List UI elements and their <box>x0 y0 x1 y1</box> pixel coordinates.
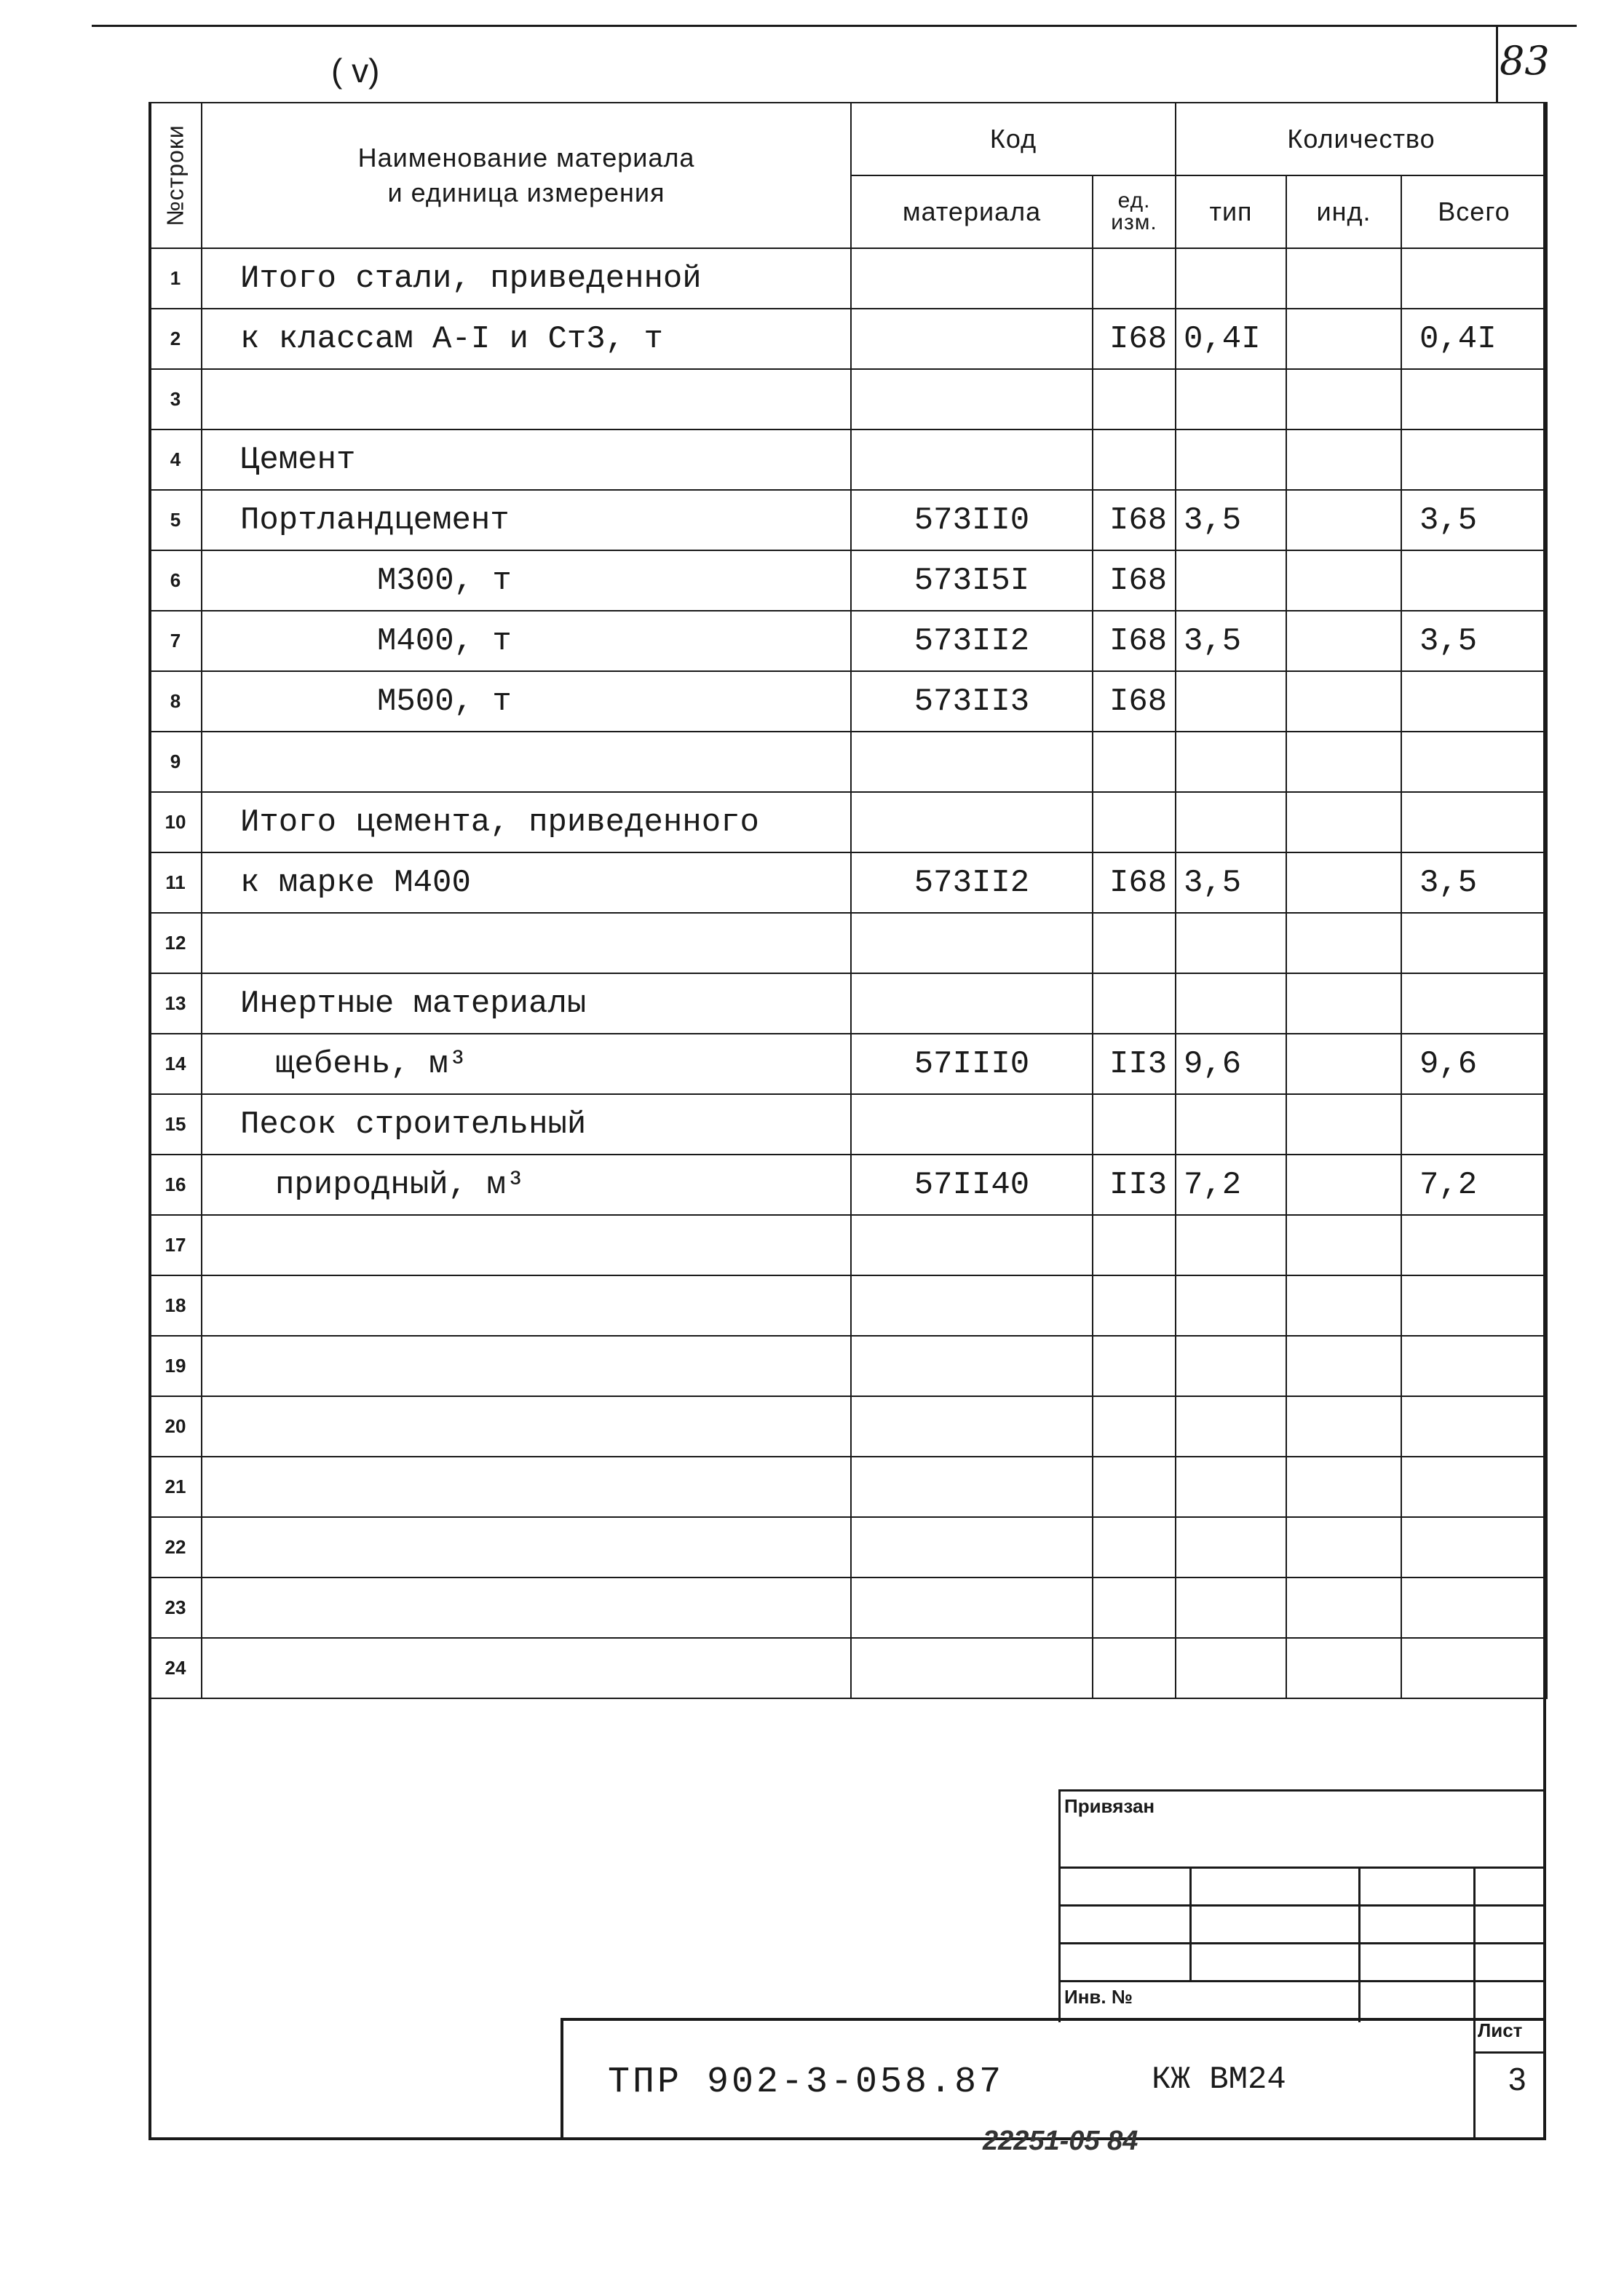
material-name: М300, т <box>202 550 851 611</box>
quantity-type <box>1176 1094 1286 1155</box>
row-number: 21 <box>149 1457 202 1517</box>
quantity-ind <box>1286 1215 1401 1275</box>
material-code <box>851 913 1093 973</box>
material-code: 573II0 <box>851 490 1093 550</box>
material-name: Инертные материалы <box>202 973 851 1034</box>
attached-label: Привязан <box>1064 1795 1155 1817</box>
table-row <box>149 248 1547 309</box>
materials-table <box>148 102 1548 1699</box>
quantity-ind <box>1286 550 1401 611</box>
unit-code: I68 <box>1093 490 1176 550</box>
table-row <box>149 1457 1547 1517</box>
unit-code: I68 <box>1093 309 1176 369</box>
material-name: Цемент <box>202 429 851 490</box>
header-name: Наименование материала и единица измерения <box>202 103 851 248</box>
header-row-number: №строки <box>149 103 202 248</box>
material-name: щебень, м³ <box>202 1034 851 1094</box>
quantity-total <box>1401 550 1547 611</box>
quantity-ind <box>1286 1155 1401 1215</box>
title-block-top <box>561 2018 1546 2021</box>
unit-code: I68 <box>1093 852 1176 913</box>
row-number: 16 <box>149 1155 202 1215</box>
material-code: 57III0 <box>851 1034 1093 1094</box>
table-row <box>149 1155 1547 1215</box>
header-qty-ind: инд. <box>1286 175 1401 248</box>
material-name <box>202 1336 851 1396</box>
quantity-type <box>1176 1396 1286 1457</box>
row-number: 22 <box>149 1517 202 1577</box>
table-row <box>149 852 1547 913</box>
material-code <box>851 973 1093 1034</box>
quantity-type: 0,4I <box>1176 309 1286 369</box>
quantity-total: 9,6 <box>1401 1034 1547 1094</box>
quantity-type: 3,5 <box>1176 611 1286 671</box>
unit-code <box>1093 1275 1176 1336</box>
quantity-type <box>1176 1336 1286 1396</box>
quantity-total <box>1401 369 1547 429</box>
row-number: 15 <box>149 1094 202 1155</box>
quantity-total <box>1401 1275 1547 1336</box>
unit-code <box>1093 1517 1176 1577</box>
quantity-type <box>1176 369 1286 429</box>
table-row <box>149 369 1547 429</box>
document-code: ТПР 902-3-058.87 <box>608 2062 1005 2103</box>
table-row <box>149 1517 1547 1577</box>
sheet-label-rule <box>1473 2051 1546 2054</box>
material-name <box>202 732 851 792</box>
material-name <box>202 1457 851 1517</box>
table-row <box>149 1034 1547 1094</box>
table-row <box>149 1094 1547 1155</box>
quantity-total: 0,4I <box>1401 309 1547 369</box>
page-number-frame <box>1496 25 1498 102</box>
material-name <box>202 1638 851 1698</box>
unit-code: I68 <box>1093 550 1176 611</box>
table-row <box>149 1336 1547 1396</box>
quantity-ind <box>1286 973 1401 1034</box>
quantity-total: 3,5 <box>1401 490 1547 550</box>
variant-mark: ( v) <box>331 52 380 90</box>
quantity-total <box>1401 1457 1547 1517</box>
header-code-unit: ед. изм. <box>1093 175 1176 248</box>
table-row <box>149 792 1547 852</box>
row-number: 3 <box>149 369 202 429</box>
quantity-ind <box>1286 732 1401 792</box>
quantity-type <box>1176 1577 1286 1638</box>
table-row <box>149 1577 1547 1638</box>
material-code <box>851 1275 1093 1336</box>
quantity-total <box>1401 1336 1547 1396</box>
table-row <box>149 309 1547 369</box>
quantity-type <box>1176 1638 1286 1698</box>
quantity-ind <box>1286 611 1401 671</box>
quantity-total <box>1401 1215 1547 1275</box>
unit-code <box>1093 1336 1176 1396</box>
unit-code <box>1093 429 1176 490</box>
row-number: 2 <box>149 309 202 369</box>
row-number: 24 <box>149 1638 202 1698</box>
header-qty-type: тип <box>1176 175 1286 248</box>
row-number: 13 <box>149 973 202 1034</box>
quantity-type: 7,2 <box>1176 1155 1286 1215</box>
unit-code: II3 <box>1093 1155 1176 1215</box>
unit-code <box>1093 1094 1176 1155</box>
row-number: 8 <box>149 671 202 732</box>
quantity-ind <box>1286 792 1401 852</box>
table-row <box>149 1215 1547 1275</box>
header-code-material: материала <box>851 175 1093 248</box>
table-row <box>149 1638 1547 1698</box>
quantity-total <box>1401 429 1547 490</box>
row-number: 19 <box>149 1336 202 1396</box>
header-quantity-group: Количество <box>1176 103 1547 175</box>
quantity-total <box>1401 1094 1547 1155</box>
material-code <box>851 792 1093 852</box>
material-name <box>202 913 851 973</box>
material-code: 57II40 <box>851 1155 1093 1215</box>
unit-code <box>1093 1215 1176 1275</box>
material-name <box>202 1517 851 1577</box>
quantity-type: 3,5 <box>1176 490 1286 550</box>
quantity-type <box>1176 671 1286 732</box>
quantity-type <box>1176 429 1286 490</box>
quantity-total: 3,5 <box>1401 852 1547 913</box>
quantity-type <box>1176 1215 1286 1275</box>
top-rule <box>92 25 1577 27</box>
stamp-col-2 <box>1358 1867 1361 2022</box>
header-qty-total: Всего <box>1401 175 1547 248</box>
material-name: природный, м³ <box>202 1155 851 1215</box>
quantity-type <box>1176 1457 1286 1517</box>
header-code-group: Код <box>851 103 1176 175</box>
quantity-ind <box>1286 1517 1401 1577</box>
quantity-type <box>1176 1517 1286 1577</box>
quantity-ind <box>1286 1457 1401 1517</box>
quantity-ind <box>1286 490 1401 550</box>
material-code <box>851 1396 1093 1457</box>
table-row <box>149 1275 1547 1336</box>
table-row <box>149 490 1547 550</box>
row-number: 18 <box>149 1275 202 1336</box>
quantity-ind <box>1286 369 1401 429</box>
material-code: 573I5I <box>851 550 1093 611</box>
table-row <box>149 1396 1547 1457</box>
quantity-type <box>1176 913 1286 973</box>
quantity-type <box>1176 973 1286 1034</box>
quantity-type <box>1176 1275 1286 1336</box>
quantity-total: 3,5 <box>1401 611 1547 671</box>
row-number: 6 <box>149 550 202 611</box>
quantity-ind <box>1286 309 1401 369</box>
material-name <box>202 1275 851 1336</box>
table-row <box>149 973 1547 1034</box>
row-number: 12 <box>149 913 202 973</box>
row-number: 1 <box>149 248 202 309</box>
quantity-ind <box>1286 1336 1401 1396</box>
archive-number: 22251-05 84 <box>983 2126 1138 2156</box>
quantity-type: 3,5 <box>1176 852 1286 913</box>
material-name: к марке М400 <box>202 852 851 913</box>
quantity-total <box>1401 732 1547 792</box>
row-number: 17 <box>149 1215 202 1275</box>
quantity-ind <box>1286 1275 1401 1336</box>
table-row <box>149 429 1547 490</box>
material-name: Итого стали, приведенной <box>202 248 851 309</box>
stamp-col-3 <box>1473 1867 1476 2022</box>
material-code <box>851 1336 1093 1396</box>
material-name <box>202 369 851 429</box>
table-row <box>149 732 1547 792</box>
material-name: М400, т <box>202 611 851 671</box>
material-code <box>851 1457 1093 1517</box>
material-code <box>851 1094 1093 1155</box>
quantity-total <box>1401 1517 1547 1577</box>
material-name: М500, т <box>202 671 851 732</box>
sheet-number: 3 <box>1508 2062 1526 2097</box>
unit-code <box>1093 1577 1176 1638</box>
quantity-total <box>1401 1396 1547 1457</box>
row-number: 9 <box>149 732 202 792</box>
title-block-left <box>561 2018 563 2140</box>
quantity-ind <box>1286 248 1401 309</box>
quantity-ind <box>1286 1577 1401 1638</box>
material-name <box>202 1396 851 1457</box>
row-number: 11 <box>149 852 202 913</box>
stamp-top-rule <box>1058 1789 1546 1792</box>
material-code <box>851 429 1093 490</box>
material-name: к классам А-I и Ст3, т <box>202 309 851 369</box>
material-code: 573II2 <box>851 611 1093 671</box>
unit-code: I68 <box>1093 671 1176 732</box>
table-row <box>149 671 1547 732</box>
quantity-type <box>1176 792 1286 852</box>
row-number: 5 <box>149 490 202 550</box>
quantity-type: 9,6 <box>1176 1034 1286 1094</box>
material-name: Итого цемента, приведенного <box>202 792 851 852</box>
quantity-total <box>1401 913 1547 973</box>
quantity-ind <box>1286 671 1401 732</box>
sheet-label: Лист <box>1478 2019 1523 2041</box>
material-code: 573II3 <box>851 671 1093 732</box>
quantity-total <box>1401 792 1547 852</box>
table-row <box>149 550 1547 611</box>
unit-code <box>1093 732 1176 792</box>
inventory-label: Инв. № <box>1064 1986 1133 2008</box>
material-code <box>851 309 1093 369</box>
quantity-ind <box>1286 852 1401 913</box>
quantity-total <box>1401 1638 1547 1698</box>
material-name <box>202 1215 851 1275</box>
row-number: 10 <box>149 792 202 852</box>
quantity-total: 7,2 <box>1401 1155 1547 1215</box>
unit-code <box>1093 792 1176 852</box>
quantity-ind <box>1286 1396 1401 1457</box>
quantity-ind <box>1286 1638 1401 1698</box>
document-mark: КЖ ВМ24 <box>1152 2062 1286 2098</box>
unit-code <box>1093 913 1176 973</box>
unit-code: II3 <box>1093 1034 1176 1094</box>
row-number: 23 <box>149 1577 202 1638</box>
unit-code <box>1093 1396 1176 1457</box>
material-code <box>851 1517 1093 1577</box>
stamp-col-1 <box>1189 1867 1192 1980</box>
material-code: 573II2 <box>851 852 1093 913</box>
unit-code: I68 <box>1093 611 1176 671</box>
material-code <box>851 1577 1093 1638</box>
quantity-total <box>1401 973 1547 1034</box>
quantity-type <box>1176 550 1286 611</box>
quantity-ind <box>1286 1034 1401 1094</box>
material-code <box>851 248 1093 309</box>
quantity-ind <box>1286 1094 1401 1155</box>
quantity-ind <box>1286 913 1401 973</box>
material-code <box>851 1215 1093 1275</box>
table-row <box>149 611 1547 671</box>
material-code <box>851 369 1093 429</box>
unit-code <box>1093 1638 1176 1698</box>
quantity-type <box>1176 248 1286 309</box>
row-number: 4 <box>149 429 202 490</box>
material-code <box>851 1638 1093 1698</box>
quantity-total <box>1401 248 1547 309</box>
unit-code <box>1093 369 1176 429</box>
quantity-type <box>1176 732 1286 792</box>
title-block-sheet-divider <box>1473 2018 1476 2140</box>
row-number: 7 <box>149 611 202 671</box>
unit-code <box>1093 973 1176 1034</box>
page-number: 83 <box>1500 38 1550 84</box>
material-code <box>851 732 1093 792</box>
table-row <box>149 913 1547 973</box>
frame-bottom <box>148 2137 1546 2140</box>
material-name <box>202 1577 851 1638</box>
unit-code <box>1093 248 1176 309</box>
row-number: 20 <box>149 1396 202 1457</box>
unit-code <box>1093 1457 1176 1517</box>
quantity-total <box>1401 671 1547 732</box>
row-number: 14 <box>149 1034 202 1094</box>
quantity-total <box>1401 1577 1547 1638</box>
material-name: Портландцемент <box>202 490 851 550</box>
quantity-ind <box>1286 429 1401 490</box>
material-name: Песок строительный <box>202 1094 851 1155</box>
